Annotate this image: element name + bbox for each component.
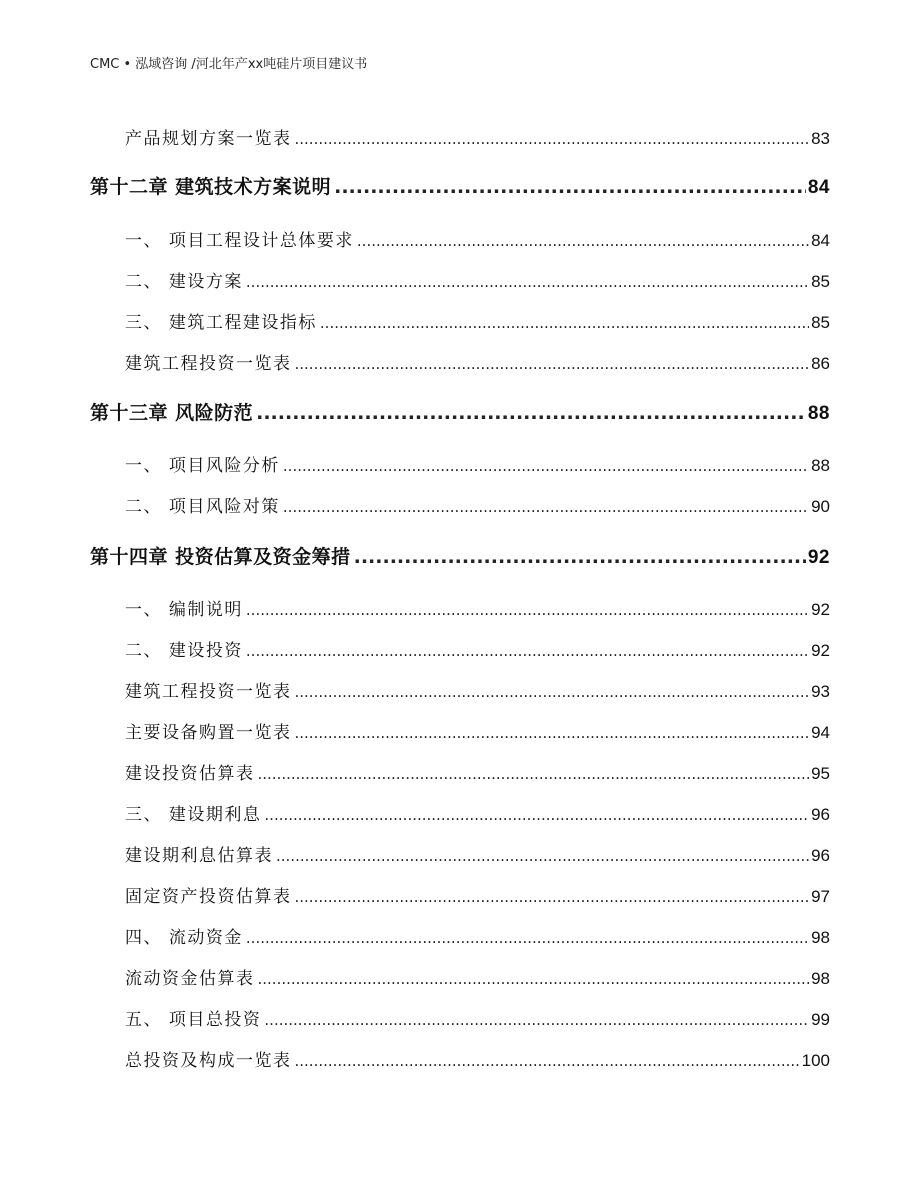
toc-entry-title: 固定资产投资估算表 bbox=[125, 887, 292, 907]
toc-entry[interactable] bbox=[125, 124, 830, 149]
dot-leader bbox=[320, 314, 809, 332]
toc-entry-page: 83 bbox=[811, 129, 830, 148]
dot-leader bbox=[246, 601, 809, 619]
toc-chapter-title: 第十四章 投资估算及资金筹措 bbox=[90, 546, 351, 568]
toc-entry-page: 97 bbox=[811, 887, 830, 906]
toc-entry-title: 三、 建筑工程建设指标 bbox=[125, 313, 317, 333]
toc-entry-page: 92 bbox=[811, 641, 830, 660]
dot-leader bbox=[264, 1011, 809, 1029]
toc-entry[interactable] bbox=[125, 923, 830, 948]
toc-entry-page: 93 bbox=[811, 682, 830, 701]
toc-entry-page: 85 bbox=[811, 272, 830, 291]
toc-entry-page: 100 bbox=[801, 1051, 830, 1070]
toc-entry-title: 建筑工程投资一览表 bbox=[125, 354, 292, 374]
toc-chapter-title: 第十二章 建筑技术方案说明 bbox=[90, 176, 332, 198]
toc-entry-title: 二、 项目风险对策 bbox=[125, 497, 280, 517]
toc-entry[interactable] bbox=[125, 226, 830, 251]
dot-leader bbox=[246, 929, 809, 947]
toc-entry-page: 88 bbox=[811, 456, 830, 475]
toc-chapter-title: 第十三章 风险防范 bbox=[90, 402, 254, 424]
toc-entry[interactable] bbox=[125, 759, 830, 784]
dot-leader bbox=[276, 847, 809, 865]
dot-leader bbox=[295, 355, 810, 373]
toc-entry-page: 99 bbox=[811, 1010, 830, 1029]
dot-leader bbox=[295, 130, 810, 148]
dot-leader bbox=[256, 402, 806, 424]
toc-entry[interactable] bbox=[125, 492, 830, 517]
dot-leader bbox=[295, 683, 810, 701]
toc-entry[interactable] bbox=[125, 267, 830, 292]
toc-entry-title: 建设投资估算表 bbox=[125, 764, 255, 784]
toc-entry-title: 建筑工程投资一览表 bbox=[125, 682, 292, 702]
toc-chapter-page: 88 bbox=[807, 403, 830, 424]
toc-entry[interactable] bbox=[125, 451, 830, 476]
toc-entry-title: 一、 项目工程设计总体要求 bbox=[125, 231, 354, 251]
dot-leader bbox=[357, 232, 809, 250]
toc-chapter-entry[interactable] bbox=[90, 172, 830, 199]
toc-entry[interactable] bbox=[125, 349, 830, 374]
toc-entry[interactable] bbox=[125, 677, 830, 702]
toc-entry-page: 98 bbox=[811, 969, 830, 988]
toc-entry-page: 86 bbox=[811, 354, 830, 373]
toc-entry-title: 一、 编制说明 bbox=[125, 600, 243, 620]
toc-chapter-entry[interactable] bbox=[90, 398, 830, 425]
dot-leader bbox=[258, 970, 810, 988]
toc-entry-title: 五、 项目总投资 bbox=[125, 1010, 262, 1030]
page-header: CMC • 泓域咨询 /河北年产xx吨硅片项目建议书 bbox=[90, 57, 368, 72]
toc-entry[interactable] bbox=[125, 1005, 830, 1030]
toc-entry-title: 二、 建设投资 bbox=[125, 641, 243, 661]
toc-entry-page: 96 bbox=[811, 846, 830, 865]
toc-entry[interactable] bbox=[125, 841, 830, 866]
toc-entry-page: 90 bbox=[811, 497, 830, 516]
toc-entry-page: 84 bbox=[811, 231, 830, 250]
dot-leader bbox=[295, 724, 810, 742]
dot-leader bbox=[334, 176, 806, 198]
toc-entry-title: 二、 建设方案 bbox=[125, 272, 243, 292]
toc-chapter-page: 92 bbox=[807, 547, 830, 568]
toc-entry[interactable] bbox=[125, 308, 830, 333]
toc-entry-title: 建设期利息估算表 bbox=[125, 846, 273, 866]
toc-entry-title: 总投资及构成一览表 bbox=[125, 1051, 292, 1071]
toc-entry[interactable] bbox=[125, 882, 830, 907]
toc-entry[interactable] bbox=[125, 1046, 830, 1071]
toc-entry-page: 96 bbox=[811, 805, 830, 824]
toc-entry-title: 四、 流动资金 bbox=[125, 928, 243, 948]
toc-entry[interactable] bbox=[125, 636, 830, 661]
dot-leader bbox=[246, 273, 809, 291]
dot-leader bbox=[264, 806, 809, 824]
dot-leader bbox=[295, 1052, 800, 1070]
toc-entry-page: 92 bbox=[811, 600, 830, 619]
dot-leader bbox=[246, 642, 809, 660]
toc-entry[interactable] bbox=[125, 718, 830, 743]
dot-leader bbox=[354, 546, 806, 568]
dot-leader bbox=[295, 888, 810, 906]
toc-chapter-entry[interactable] bbox=[90, 542, 830, 569]
dot-leader bbox=[283, 457, 809, 475]
toc-entry-title: 流动资金估算表 bbox=[125, 969, 255, 989]
toc-entry[interactable] bbox=[125, 800, 830, 825]
toc-entry[interactable] bbox=[125, 964, 830, 989]
dot-leader bbox=[283, 498, 809, 516]
toc-chapter-page: 84 bbox=[807, 177, 830, 198]
toc-entry-title: 主要设备购置一览表 bbox=[125, 723, 292, 743]
toc-entry-page: 95 bbox=[811, 764, 830, 783]
toc-entry-page: 94 bbox=[811, 723, 830, 742]
toc-entry-title: 产品规划方案一览表 bbox=[125, 129, 292, 149]
toc-entry-title: 一、 项目风险分析 bbox=[125, 456, 280, 476]
toc-entry-title: 三、 建设期利息 bbox=[125, 805, 262, 825]
toc-entry-page: 85 bbox=[811, 313, 830, 332]
dot-leader bbox=[258, 765, 810, 783]
toc-entry[interactable] bbox=[125, 595, 830, 620]
toc-entry-page: 98 bbox=[811, 928, 830, 947]
